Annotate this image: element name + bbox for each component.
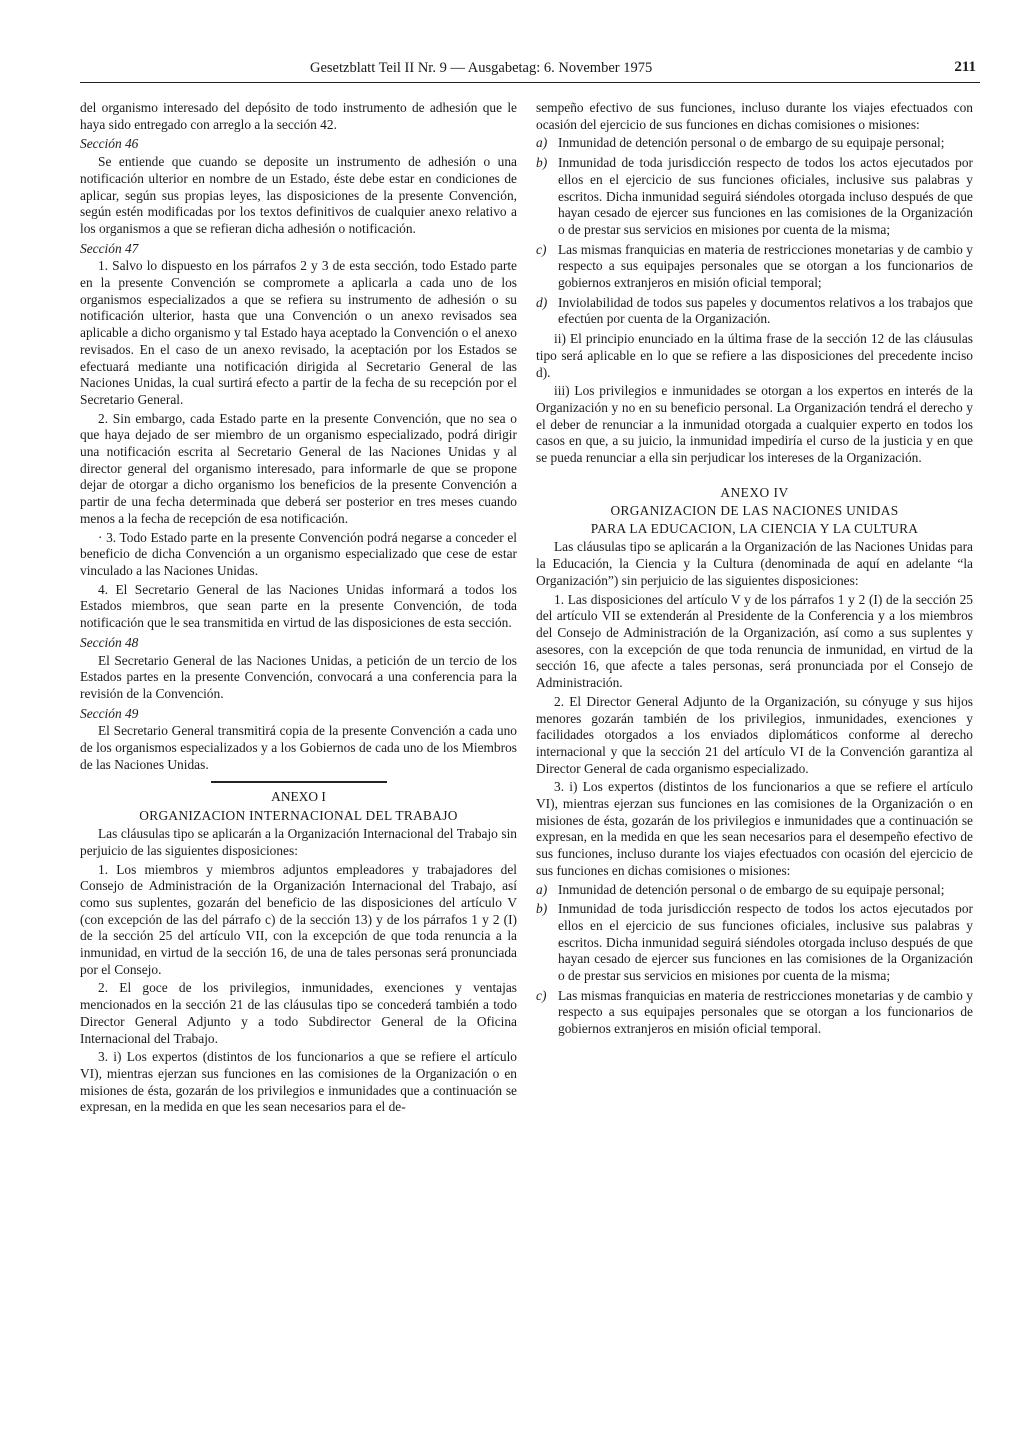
list-item-label: a) bbox=[536, 135, 548, 151]
paragraph: Las cláusulas tipo se aplicarán a la Organización de las Naciones Unidas para la Educación, la Ciencia y la Cultura (denominada de aquí en adelante “la Organización”) sin perjuicio de las siguientes disposiciones: bbox=[536, 539, 973, 588]
paragraph: Las cláusulas tipo se aplicarán a la Organización Internacional del Trabajo sin perjuicio de las siguientes disposiciones: bbox=[80, 826, 517, 858]
page-header bbox=[80, 58, 980, 83]
annex-organization-title-line1: ORGANIZACION DE LAS NACIONES UNIDAS bbox=[610, 503, 899, 519]
paragraph: 3. i) Los expertos (distintos de los funcionarios a que se refiere el artículo VI), mientras ejerzan sus funciones en las comisiones de la Organización o en misiones de ésta, gozarán de los privilegios e inmunidades que a continuación se expresan, en la medida en que les sean necesarios para el de- bbox=[80, 1049, 517, 1115]
paragraph: 2. Sin embargo, cada Estado parte en la presente Convención, que no sea o que haya dejado de ser miembro de un organismo especializado, podrá dirigir una notificación escrita al Secretario General de las Naciones Unidas y al director general del organismo interesado, para informarle de que se propone dejar de otorgar a dicho organismo los beneficios de la presente Convención a partir de una fecha determinada que deberá ser posterior en tres meses cuando menos a la fecha de recepción de esa notificación. bbox=[80, 410, 517, 526]
paragraph: 4. El Secretario General de las Naciones Unidas informará a todos los Estados miembros, que sean parte en la presente Convención, de toda notificación que le sea transmitida en virtud de las disposiciones de esta sección. bbox=[80, 581, 517, 631]
list-item bbox=[536, 295, 973, 328]
paragraph: 2. El goce de los privilegios, inmunidades, exenciones y ventajas mencionados en la sección 21 de las cláusulas tipo se concederá también a todo Director General Adjunto y a todo Subdirector General de la Oficina Internacional del Trabajo. bbox=[80, 980, 517, 1046]
divider bbox=[211, 781, 387, 783]
paragraph: sempeño efectivo de sus funciones, incluso durante los viajes efectuados con ocasión del ejercicio de sus funciones en dichas comisiones o misiones: bbox=[536, 100, 973, 132]
list-item-label: d) bbox=[536, 294, 548, 310]
paragraph: · 3. Todo Estado parte en la presente Convención podrá negarse a conceder el beneficio de dicha Convención a un organismo especializado que cese de estar vinculado a las Naciones Unidas. bbox=[80, 529, 517, 578]
paragraph: ii) El principio enunciado en la última frase de la sección 12 de las cláusulas tipo será aplicable en lo que se refiere a las disposiciones del precedente inciso d). bbox=[536, 331, 973, 380]
running-title: Gesetzblatt Teil II Nr. 9 — Ausgabetag: 6. November 1975 bbox=[310, 60, 653, 76]
page-number: 211 bbox=[954, 59, 976, 75]
annex-organization-title: ORGANIZACION INTERNACIONAL DEL TRABAJO bbox=[139, 808, 458, 824]
annex-organization-title-line2: PARA LA EDUCACION, LA CIENCIA Y LA CULTURA bbox=[590, 521, 919, 537]
list-item-text: Inmunidad de detención personal o de embargo de su equipaje personal; bbox=[558, 881, 945, 897]
list-item-label: c) bbox=[536, 241, 547, 257]
list-item-text: Inmunidad de toda jurisdicción respecto de todos los actos ejecutados por ellos en el ejercicio de sus funciones oficiales, inclusive sus palabras y escritos. Dicha inmunidad seguirá siéndoles otorgada incluso después de que hayan cesado de ejercer sus funciones en las comisiones de la Organización o de prestar sus servicios en misiones por cuenta de la misma; bbox=[558, 901, 973, 984]
list-item-text: Inmunidad de toda jurisdicción respecto de todos los actos ejecutados por ellos en el ejercicio de sus funciones oficiales, inclusive sus palabras y escritos. Dicha inmunidad seguirá siéndoles otorgada incluso después de que hayan cesado de ejercer sus funciones en las comisiones de la Organización o de prestar sus servicios en misiones por cuenta de la misma; bbox=[558, 155, 973, 237]
annex-heading: ANEXO I bbox=[271, 789, 326, 805]
list-item bbox=[536, 882, 973, 899]
paragraph: 1. Salvo lo dispuesto en los párrafos 2 y 3 de esta sección, todo Estado parte en la presente Convención se compromete a aplicarla a cada uno de los organismos especializados a que se refiera su instrumento de adhesión o su notificación ulterior, hasta que una Convención o un anexo revisados sea aplicable a dicho organismo y tal Estado haya aceptado la Convención o el anexo revisados. En el caso de un anexo revisado, la aceptación por los Estados se efectuará mediante una notificación dirigida al Secretario General de las Naciones Unidas, la cual surtirá efecto a partir de la fecha de su recepción por el Secretario General. bbox=[80, 258, 517, 407]
list-item-label: b) bbox=[536, 901, 548, 917]
paragraph: 1. Los miembros y miembros adjuntos empleadores y trabajadores del Consejo de Administración de la Organización Internacional del Trabajo, así como sus suplentes, gozarán del beneficio de las disposiciones del artículo V (con excepción de las del párrafo c) de la sección 13) y de los párrafos 1 y 2 (I) de la sección 25 del artículo VII, con la excepción de que toda renuncia a la inmunidad, en virtud de la sección 16, de una de tales personas será pronunciada por el Consejo. bbox=[80, 861, 517, 977]
section-heading-49: Sección 49 bbox=[80, 705, 139, 721]
paragraph: El Secretario General de las Naciones Unidas, a petición de un tercio de los Estados partes en la presente Convención, convocará a una conferencia para la revisión de la Convención. bbox=[80, 652, 517, 701]
list-item bbox=[536, 988, 973, 1038]
right-column bbox=[536, 100, 973, 1041]
list-item bbox=[536, 155, 973, 239]
paragraph: Se entiende que cuando se deposite un instrumento de adhesión o una notificación ulterior en nombre de un Estado, éste debe estar en condiciones de aplicar, según sus propias leyes, las disposiciones de la presente Convención, según estén modificadas por los textos definitivos de cualquier anexo relativo a los organismos a que se refieran dicha adhesión o notificación. bbox=[80, 154, 517, 236]
section-heading-46: Sección 46 bbox=[80, 136, 139, 152]
list-item-text: Inmunidad de detención personal o de embargo de su equipaje personal; bbox=[558, 135, 945, 151]
list-item-text: Las mismas franquicias en materia de restricciones monetarias y de cambio y respecto a sus equipajes personales que se otorgan a los funcionarios de gobiernos extranjeros en misión oficial temporal. bbox=[558, 987, 973, 1037]
list-item-label: b) bbox=[536, 155, 548, 171]
list-item-text: Las mismas franquicias en materia de restricciones monetarias y de cambio y respecto a sus equipajes personales que se otorgan a los funcionarios de gobiernos extranjeros en misión oficial temporal; bbox=[558, 241, 973, 291]
paragraph: del organismo interesado del depósito de todo instrumento de adhesión que le haya sido entregado con arreglo a la sección 42. bbox=[80, 100, 517, 132]
paragraph: El Secretario General transmitirá copia de la presente Convención a cada uno de los organismos especializados y a los Gobiernos de cada uno de los Miembros de las Naciones Unidas. bbox=[80, 723, 517, 772]
paragraph: 2. El Director General Adjunto de la Organización, su cónyuge y sus hijos menores gozarán también de los privilegios, inmunidades, exenciones y facilidades otorgados a los enviados diplomáticos conforme al derecho internacional y que la sección 21 del artículo VI de la Convención garantiza al Director General de cada organismo especializado. bbox=[536, 693, 973, 776]
paragraph: 3. i) Los expertos (distintos de los funcionarios a que se refiere el artículo VI), mientras ejerzan sus funciones en las comisiones de la Organización o en misiones de ésta, gozarán de los privilegios e inmunidades que a continuación se expresan, en la medida en que les sean necesarios para el desempeño efectivo de sus funciones, incluso durante los viajes efectuados con ocasión del ejercicio de sus funciones en dichas comisiones o misiones: bbox=[536, 779, 973, 878]
list-item bbox=[536, 242, 973, 292]
section-heading-47: Sección 47 bbox=[80, 240, 139, 256]
annex-heading: ANEXO IV bbox=[720, 484, 789, 500]
left-column bbox=[80, 100, 517, 1118]
section-heading-48: Sección 48 bbox=[80, 634, 139, 650]
list-item-text: Inviolabilidad de todos sus papeles y documentos relativos a los trabajos que efectúen por cuenta de la Organización. bbox=[558, 294, 973, 327]
list-item-label: c) bbox=[536, 987, 547, 1003]
list-item bbox=[536, 135, 973, 152]
list-item-label: a) bbox=[536, 881, 548, 897]
paragraph: 1. Las disposiciones del artículo V y de los párrafos 1 y 2 (I) de la sección 25 del artículo VII se extenderán al Presidente de la Conferencia y a los miembros del Consejo de Administración de la Organización, así como a sus suplentes y asesores, con la excepción de que toda renuncia de inmunidad, en virtud de la sección 16, que afecte a tales personas, será pronunciada por el Consejo de Administración. bbox=[536, 591, 973, 691]
list-item bbox=[536, 901, 973, 985]
paragraph: iii) Los privilegios e inmunidades se otorgan a los expertos en interés de la Organización y no en su beneficio personal. La Organización tendrá el derecho y el deber de renunciar a la inmunidad otorgada a cualquier experto en todos los casos en que, a su juicio, la inmunidad impediría el curso de la justicia y en que se pueda renunciar a ella sin perjudicar los intereses de la Organización. bbox=[536, 383, 973, 466]
